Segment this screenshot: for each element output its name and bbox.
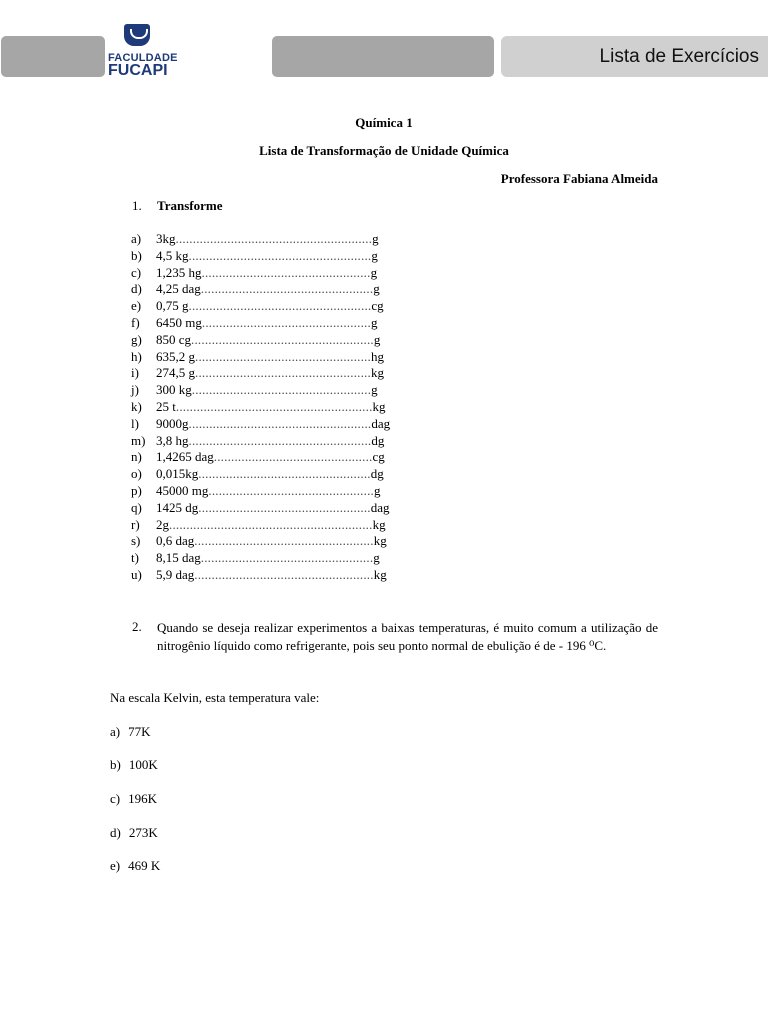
item-unit: cg [371, 298, 384, 314]
item-letter: h) [131, 348, 142, 364]
item-unit: g [373, 331, 381, 347]
item-dots: .................................................. [198, 499, 371, 515]
item-unit: g [373, 550, 380, 566]
item-expression [156, 466, 384, 483]
item-dots: .................................................. [200, 281, 374, 297]
item-dots: ..................................................... [188, 247, 372, 263]
item-letter: r) [131, 516, 140, 532]
item-value: 0,75 g [156, 298, 189, 314]
answer-option [110, 724, 151, 740]
fucapi-logo [106, 24, 176, 80]
header-title: Lista de Exercícios [599, 46, 759, 67]
option-text: 100K [128, 757, 158, 772]
item-expression [156, 500, 390, 517]
item-expression [156, 567, 387, 584]
item-letter: t) [131, 550, 139, 566]
option-letter: e) [110, 858, 121, 873]
item-letter: m) [131, 432, 146, 448]
question-1-number: 1. [132, 198, 142, 213]
item-letter: d) [131, 281, 142, 297]
item-unit: g [373, 482, 381, 498]
item-dots: ..................................................... [191, 331, 374, 347]
item-letter: f) [131, 314, 140, 330]
option-text: 273K [128, 825, 158, 840]
item-expression [156, 248, 378, 265]
item-value: 8,15 dag [156, 550, 201, 566]
item-unit: g [370, 314, 378, 330]
item-value: 3kg [156, 231, 176, 246]
item-expression [156, 231, 379, 248]
option-text: 196K [128, 791, 157, 806]
item-value: 6450 mg [156, 314, 202, 330]
item-value: 4,5 kg [156, 247, 189, 263]
item-dots: .................................................... [194, 533, 374, 549]
item-letter: q) [131, 499, 142, 515]
item-letter: b) [131, 247, 142, 263]
item-unit: dg [371, 432, 385, 448]
item-value: 5,9 dag [156, 566, 195, 582]
item-value: 1,4265 dag [156, 449, 214, 465]
item-expression [156, 332, 380, 349]
item-dots: .................................................... [194, 566, 374, 582]
item-letter: l) [131, 415, 139, 431]
item-letter: j) [131, 382, 139, 398]
item-dots: ..................................................... [188, 298, 372, 314]
item-unit: dag [371, 415, 391, 431]
answer-option [110, 791, 157, 807]
item-value: 1,235 hg [156, 264, 202, 280]
teacher-name: Professora Fabiana Almeida [500, 171, 658, 186]
item-expression [156, 533, 387, 550]
item-unit: cg [372, 449, 385, 465]
option-text: 469 K [128, 858, 161, 873]
item-letter: p) [131, 482, 142, 498]
item-expression [156, 433, 384, 450]
fucapi-logo-icon [124, 24, 150, 46]
item-dots: ................................................. [201, 264, 371, 280]
item-value: 274,5 g [156, 365, 195, 381]
item-unit: dag [370, 499, 390, 515]
item-expression [156, 550, 380, 567]
item-letter: a) [131, 231, 142, 246]
item-unit: kg [372, 398, 386, 414]
option-letter: a) [110, 724, 121, 739]
item-value: 45000 mg [156, 482, 209, 498]
item-expression [156, 265, 377, 282]
item-value: 25 t [156, 398, 176, 414]
question-1-heading: Transforme [157, 198, 223, 213]
item-letter: n) [131, 449, 142, 465]
header-bar-middle [272, 36, 494, 77]
item-letter: s) [131, 533, 141, 549]
item-unit: kg [372, 516, 386, 532]
item-letter: i) [131, 365, 139, 381]
item-value: 3,8 hg [156, 432, 189, 448]
item-value: 635,2 g [156, 348, 195, 364]
item-letter: e) [131, 298, 142, 314]
subject-title: Química 1 [355, 115, 413, 130]
question-2-text: Quando se deseja realizar experimentos a baixas temperaturas, é muito comum a utilização de nitrogênio líquido como refrigerante, pois seu ponto normal de ebulição é de - 196 ⁰C. [157, 620, 658, 653]
item-unit: dg [370, 466, 384, 482]
item-value: 1425 dg [156, 499, 199, 515]
option-text: 77K [128, 724, 151, 739]
item-dots: ................................................... [195, 348, 371, 364]
item-unit: kg [373, 533, 387, 549]
question-2-prompt: Na escala Kelvin, esta temperatura vale: [110, 690, 320, 705]
item-dots: ................................................ [208, 482, 374, 498]
option-letter: d) [110, 825, 121, 840]
option-letter: b) [110, 757, 121, 772]
item-value: 4,25 dag [156, 281, 201, 297]
option-letter: c) [110, 791, 121, 806]
item-value: 0,6 dag [156, 533, 195, 549]
item-letter: o) [131, 466, 142, 482]
item-expression [156, 483, 380, 500]
item-unit: hg [370, 348, 384, 364]
item-letter: u) [131, 566, 142, 582]
logo-line2: FUCAPI [108, 62, 168, 79]
item-expression [156, 365, 384, 382]
item-expression [156, 382, 378, 399]
item-dots: ........................................................... [169, 516, 373, 532]
item-expression [156, 315, 377, 332]
item-value: 9000g [156, 415, 189, 431]
list-title: Lista de Transformação de Unidade Química [259, 143, 509, 158]
item-unit: kg [370, 365, 384, 381]
item-unit: g [370, 264, 378, 280]
item-unit: g [373, 281, 380, 297]
item-value: 850 cg [156, 331, 192, 347]
item-dots: .................................................. [200, 550, 374, 566]
item-unit: kg [373, 566, 387, 582]
item-dots: .................................................... [191, 382, 372, 398]
item-dots: ......................................................... [175, 398, 373, 414]
item-expression [156, 449, 385, 466]
item-dots: ......................................................... [175, 231, 373, 246]
item-dots: .............................................. [213, 449, 373, 465]
item-dots: ................................................... [195, 365, 371, 381]
item-value: 300 kg [156, 382, 192, 398]
item-unit: g [372, 231, 379, 246]
item-expression [156, 416, 390, 433]
item-expression [156, 281, 380, 298]
item-letter: k) [131, 398, 142, 414]
item-value: 0,015kg [156, 466, 199, 482]
item-value: 2g [156, 516, 169, 532]
answer-option [110, 825, 158, 841]
logo-line1: FACULDADE [108, 52, 178, 64]
item-expression [156, 349, 384, 366]
item-unit: g [371, 382, 378, 398]
answer-option [110, 858, 160, 874]
question-2-number: 2. [132, 619, 142, 634]
item-dots: ..................................................... [188, 415, 372, 431]
item-dots: ................................................. [201, 314, 371, 330]
item-expression [156, 399, 386, 416]
item-expression [156, 298, 384, 315]
item-letter: c) [131, 264, 142, 280]
header-bar-left [1, 36, 105, 77]
item-dots: .................................................. [198, 466, 371, 482]
item-dots: ..................................................... [188, 432, 372, 448]
item-unit: g [371, 247, 378, 263]
item-expression [156, 517, 386, 534]
item-letter: g) [131, 331, 142, 347]
answer-option [110, 757, 158, 773]
